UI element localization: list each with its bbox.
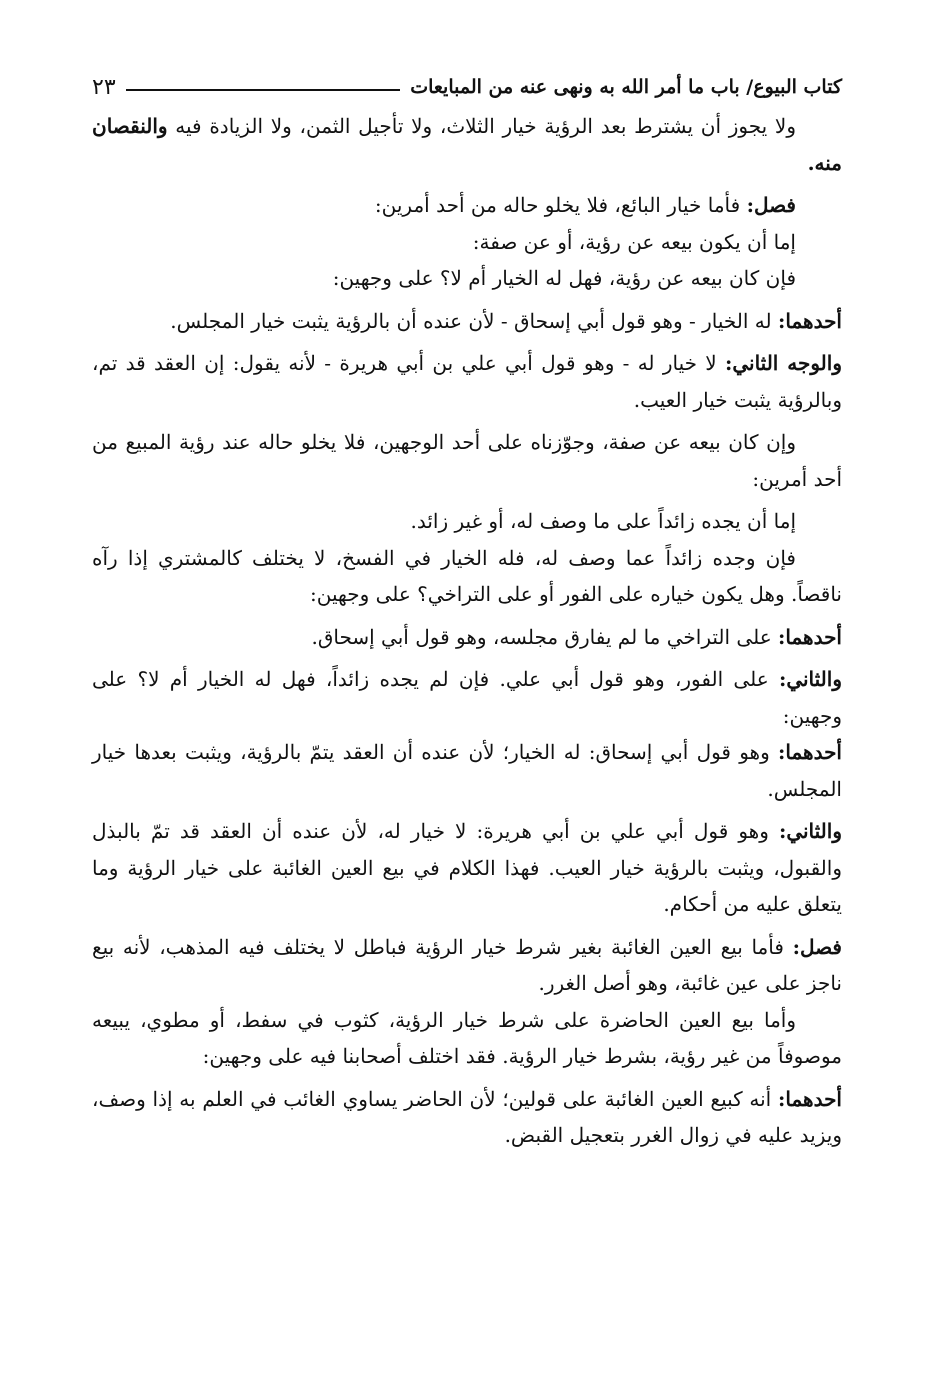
paragraph: أحدهما: أنه كبيع العين الغائبة على قولين؛ لأن الحاضر يساوي الغائب في العلم به إذا وصف، ويزيد عليه في زوال الغرر بتعجيل القبض.	[92, 1086, 842, 1147]
running-header	[92, 66, 842, 108]
header-rule	[126, 89, 401, 91]
paragraph: إما أن يكون بيعه عن رؤية، أو عن صفة:	[472, 229, 796, 254]
paragraph: والوجه الثاني: لا خيار له - وهو قول أبي علي بن أبي هريرة - لأنه يقول: إن العقد قد تم، وبالرؤية يثبت خيار العيب.	[92, 351, 842, 412]
paragraph: ولا يجوز أن يشترط بعد الرؤية خيار الثلاث، ولا تأجيل الثمن، ولا الزيادة فيه والنقصان منه.	[92, 114, 842, 175]
page-number: ٢٣	[92, 74, 116, 100]
paragraph: فصل: فأما بيع العين الغائبة بغير شرط خيار الرؤية فباطل لا يختلف فيه المذهب، لأنه بيع ناجز على عين غائبة، وهو أصل الغرر.	[92, 934, 842, 995]
header-title: كتاب البيوع/ باب ما أمر الله به ونهى عنه من المبايعات	[410, 76, 842, 98]
paragraph: إما أن يجده زائداً على ما وصف له، أو غير زائد.	[410, 509, 796, 533]
paragraph: وأما بيع العين الحاضرة على شرط خيار الرؤية، كثوب في سفط، أو مطوي، يبيعه موصوفاً من غير رؤية، بشرط خيار الرؤية. فقد اختلف أصحابنا فيه على وجهين:	[92, 1007, 842, 1068]
paragraph: فصل: فأما خيار البائع، فلا يخلو حاله من أحد أمرين:	[374, 193, 796, 217]
paragraph: فإن كان بيعه عن رؤية، فهل له الخيار أم لا؟ على وجهين:	[332, 266, 796, 290]
paragraph: أحدهما: على التراخي ما لم يفارق مجلسه، وهو قول أبي إسحاق.	[311, 624, 842, 649]
paragraph: والثاني: وهو قول أبي علي بن أبي هريرة: لا خيار له، لأن عنده أن العقد قد تمّ بالبذل والقبول، ويثبت بالرؤية خيار العيب. فهذا الكلام في بيع العين الغائبة على خيار الرؤية وما يتعلق عليه من أحكام.	[92, 819, 842, 916]
paragraph: والثاني: على الفور، وهو قول أبي علي. فإن لم يجده زائداً، فهل له الخيار أم لا؟ على وجهين:	[92, 667, 842, 728]
paragraph: أحدهما: له الخيار - وهو قول أبي إسحاق - لأن عنده أن بالرؤية يثبت خيار المجلس.	[170, 308, 842, 333]
page-body	[92, 108, 842, 1154]
paragraph: أحدهما: وهو قول أبي إسحاق: له الخيار؛ لأن عنده أن العقد يتمّ بالرؤية، ويثبت بعدها خيار المجلس.	[92, 740, 842, 801]
paragraph: وإن كان بيعه عن صفة، وجوّزناه على أحد الوجهين، فلا يخلو حاله عند رؤية المبيع من أحد أمرين:	[92, 430, 842, 491]
paragraph: فإن وجده زائداً عما وصف له، فله الخيار في الفسخ، لا يختلف كالمشتري إذا رآه ناقصاً. وهل يكون خياره على الفور أو على التراخي؟ على وجهين:	[92, 545, 842, 606]
